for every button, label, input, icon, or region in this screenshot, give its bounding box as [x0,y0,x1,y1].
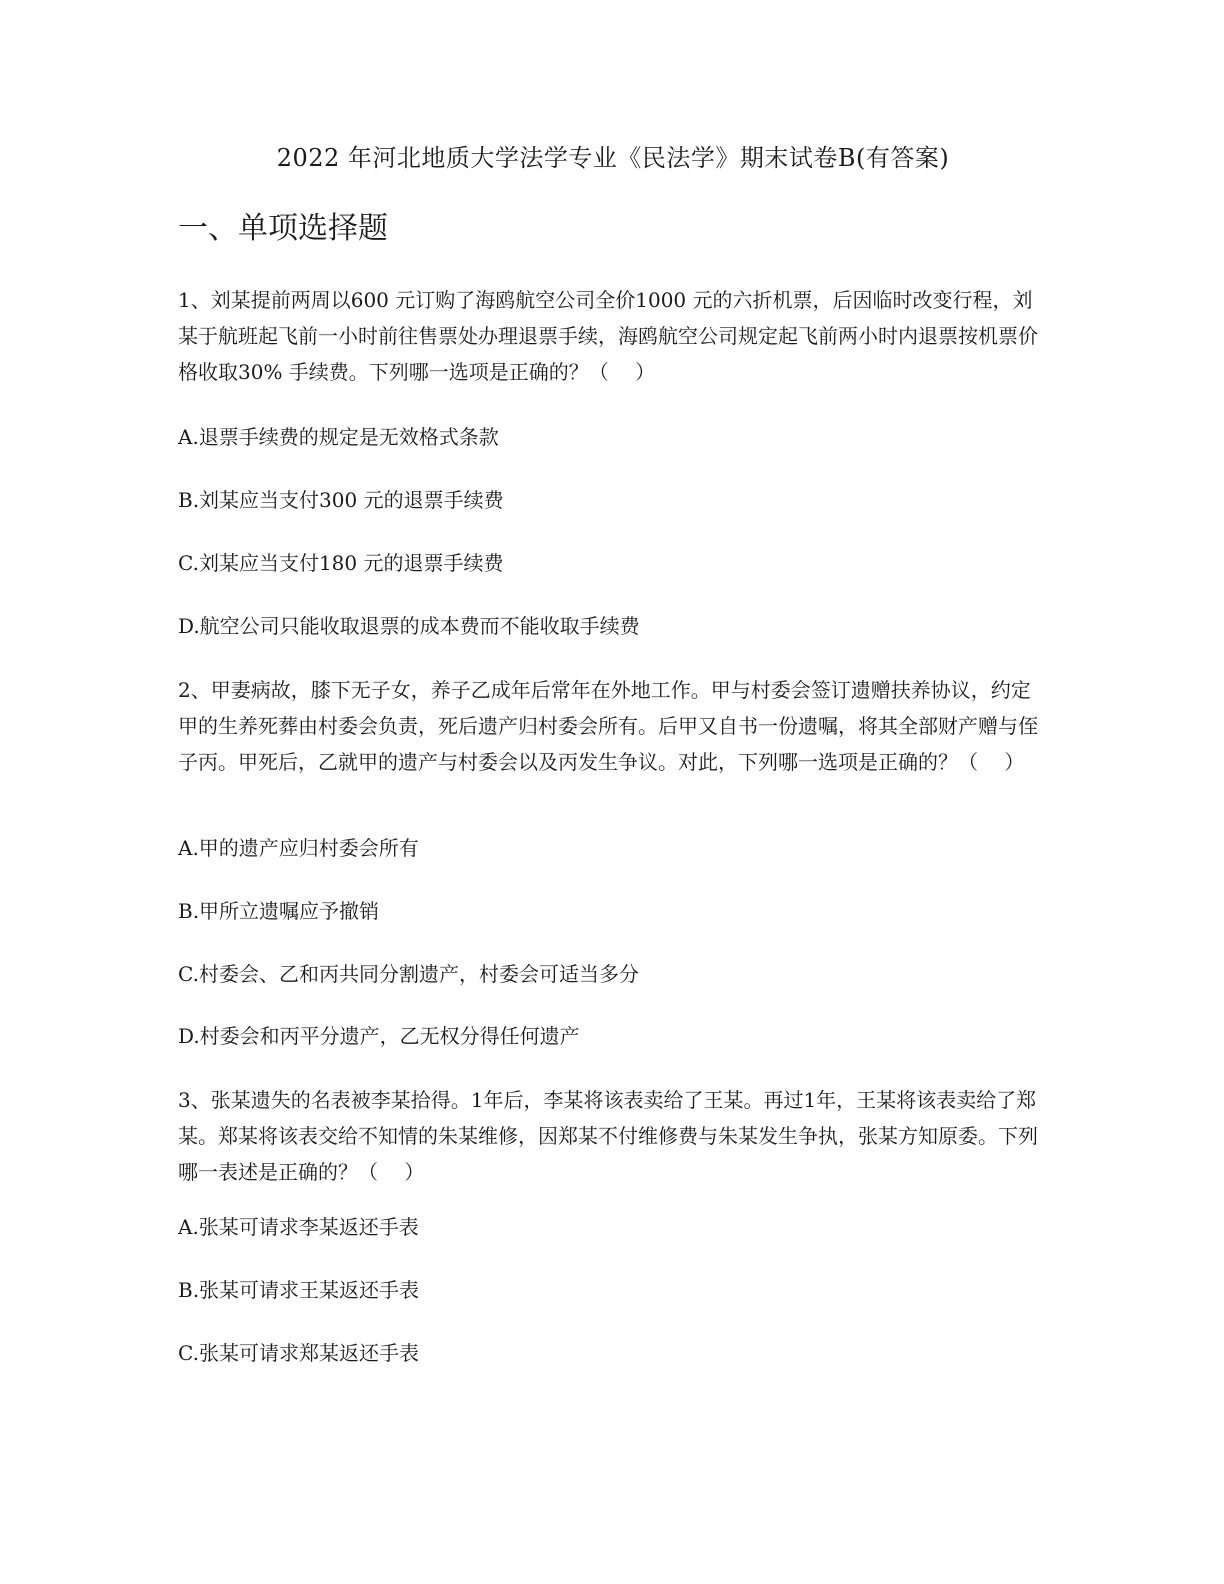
question-1-option-d: D.航空公司只能收取退票的成本费而不能收取手续费 [178,614,640,638]
question-3-option-b: B.张某可请求王某返还手表 [178,1278,420,1302]
question-1-option-a: A.退票手续费的规定是无效格式条款 [178,425,499,449]
question-3-option-c: C.张某可请求郑某返还手表 [178,1341,419,1365]
question-2-stem: 2、甲妻病故，膝下无子女，养子乙成年后常年在外地工作。甲与村委会签订遗赠扶养协议，约定甲的生养死葬由村委会负责，死后遗产归村委会所有。后甲又自书一份遗嘱，将其全部财产赠与侄子丙。甲死后，乙就甲的遗产与村委会以及丙发生争议。对此，下列哪一选项是正确的？（ ） [178,678,1038,774]
section-heading: 一、单项选择题 [178,211,388,246]
question-3-stem: 3、张某遗失的名表被李某拾得。1年后，李某将该表卖给了王某。再过1年，王某将该表卖给了郑某。郑某将该表交给不知情的朱某维修，因郑某不付维修费与朱某发生争执，张某方知原委。下列哪一表述是正确的？（ ） [178,1088,1038,1184]
question-1-stem: 1、刘某提前两周以600 元订购了海鸥航空公司全价1000 元的六折机票，后因临时改变行程，刘某于航班起飞前一小时前往售票处办理退票手续，海鸥航空公司规定起飞前两小时内退票按机票价格收取30% 手续费。下列哪一选项是正确的？（ ） [178,288,1038,384]
question-3-option-a: A.张某可请求李某返还手表 [178,1215,419,1239]
question-2-option-d: D.村委会和丙平分遗产，乙无权分得任何遗产 [178,1024,580,1048]
question-1-option-c: C.刘某应当支付180 元的退票手续费 [178,551,504,575]
question-1-option-b: B.刘某应当支付300 元的退票手续费 [178,488,504,512]
document-title: 2022 年河北地质大学法学专业《民法学》期末试卷B(有答案) [276,144,950,172]
question-2-option-b: B.甲所立遗嘱应予撤销 [178,899,380,923]
document-page [178,0,1048,1584]
question-2-option-a: A.甲的遗产应归村委会所有 [178,836,419,860]
question-2-option-c: C.村委会、乙和丙共同分割遗产，村委会可适当多分 [178,962,639,986]
